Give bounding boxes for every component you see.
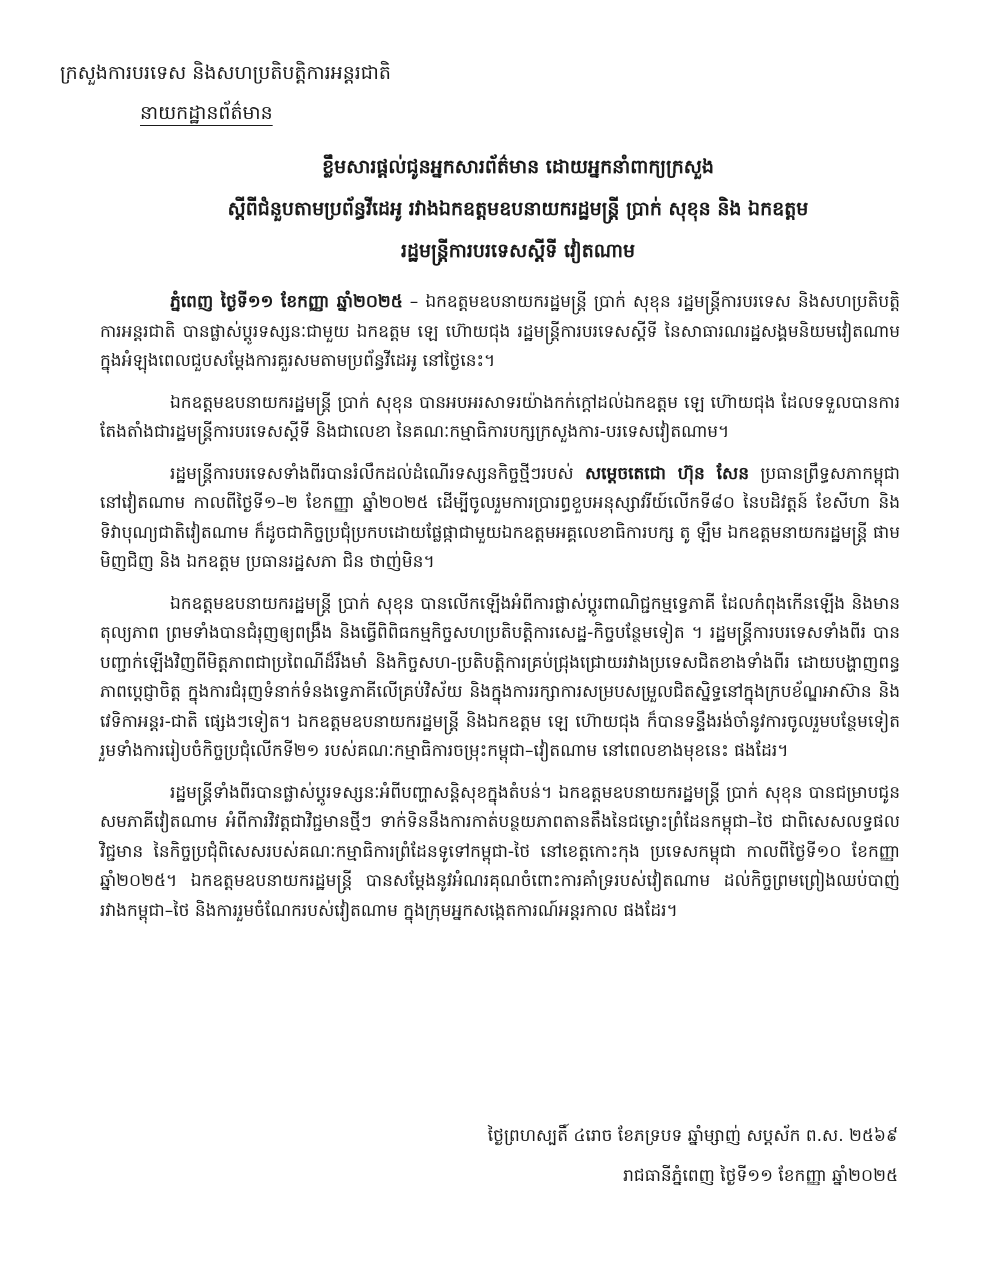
paragraph-3-bold-name: សម្តេចតេជោ ហ៊ុន សែន	[584, 463, 749, 484]
document-title	[140, 146, 896, 272]
paragraph-3-text-a: រដ្ឋមន្ត្រីការបរទេសទាំងពីរបានរំលឹកដល់ដំណើរទស្សនកិច្ចថ្មីៗរបស់	[170, 463, 585, 484]
paragraph-1-text: – ឯកឧត្តមឧបនាយករដ្ឋមន្ត្រី ប្រាក់ សុខុន រដ្ឋមន្ត្រីការបរទេស និងសហប្រតិបត្តិការអន្តរជាតិ បានផ្លាស់ប្តូរទស្សនៈជាមួយ ឯកឧត្តម ឡេ ហ៊ោយជុង រដ្ឋមន្ត្រីការបរទេសស្តីទី នៃសាធារណរដ្ឋសង្គមនិយមវៀតណាម ក្នុងអំឡុងពេលជួបសម្តែងការគួរសមតាមប្រព័ន្ធវីដេអូ នៅថ្ងៃនេះ។	[100, 292, 901, 371]
department-name: នាយកដ្ឋានព័ត៌មាន	[140, 102, 273, 124]
paragraph-3	[100, 460, 900, 578]
title-line-1: ខ្លឹមសារផ្តល់ជូនអ្នកសារព័ត៌មាន ដោយអ្នកនាំពាក្យក្រសួង	[322, 156, 714, 178]
ministry-name: ក្រសួងការបរទេស និងសហប្រតិបត្តិការអន្តរជាតិ	[60, 62, 391, 84]
document-footer	[488, 1116, 898, 1196]
paragraph-1	[100, 288, 900, 377]
paragraph-4: ឯកឧត្តមឧបនាយករដ្ឋមន្ត្រី ប្រាក់ សុខុន បានលើកឡើងអំពីការផ្លាស់ប្តូរពាណិជ្ជកម្មទ្វេភាគី ដែលកំពុងកើនឡើង និងមានតុល្យភាព ព្រមទាំងបានជំរុញឲ្យពង្រឹង និងធ្វើពិពិធកម្មកិច្ចសហប្រតិបត្តិការសេដ្ឋ-កិច្ចបន្ថែមទៀត ។ រដ្ឋមន្ត្រីការបរទេសទាំងពីរ បានបញ្ជាក់ឡើងវិញពីមិត្តភាពជាប្រពៃណីដ៏រឹងមាំ និងកិច្ចសហ-ប្រតិបត្តិការគ្រប់ជ្រុងជ្រោយរវាងប្រទេសជិតខាងទាំងពីរ ដោយបង្ហាញពន្ធភាពប្តេជ្ញាចិត្ត ក្នុងការជំរុញទំនាក់ទំនងទ្វេភាគីលើគ្រប់វិស័យ និងក្នុងការរក្សាការសម្របសម្រួលជិតស្និទ្ធនៅក្នុងក្របខ័ណ្ឌអាស៊ាន និងវេទិកាអន្តរ-ជាតិ ផ្សេងៗទៀត។ ឯកឧត្តមឧបនាយករដ្ឋមន្ត្រី និងឯកឧត្តម ឡេ ហ៊ោយជុង ក៏បានទន្ទឹងរង់ចាំនូវការចូលរួមបន្ថែមទៀត រួមទាំងការរៀបចំកិច្ចប្រជុំលើកទី២១ របស់គណៈកម្មាធិការចម្រុះកម្ពុជា–វៀតណាម នៅពេលខាងមុខនេះ ផងដែរ។	[100, 593, 900, 761]
paragraph-3-text-b: ប្រធានព្រឹទ្ធសភាកម្ពុជា នៅវៀតណាម កាលពីថ្ងៃទី១–២ ខែកញ្ញា ឆ្នាំ២០២៥ ដើម្បីចូលរួមការប្រារព្ធខួបអនុស្សាវរីយ៍លើកទី៨០ នៃបដិវត្តន៍ ខែសីហា និងទិវាបុណ្យជាតិវៀតណាម ក៏ដូចជាកិច្ចប្រជុំប្រកបដោយផ្លែផ្កាជាមួយឯកឧត្តមអគ្គលេខាធិការបក្ស តូ ឡឹម ឯកឧត្តមនាយករដ្ឋមន្ត្រី ផាម មិញជិញ និង ឯកឧត្តម ប្រធានរដ្ឋសភា ជិន ថាញ់មិន។	[100, 463, 900, 572]
lunar-date: ថ្ងៃព្រហស្បតិ៍ ៤រោច ខែភទ្របទ ឆ្នាំម្សាញ់ សប្តស័ក ព.ស. ២៥៦៩	[487, 1126, 898, 1146]
place-date: រាជធានីភ្នំពេញ ថ្ងៃទី១១ ខែកញ្ញា ឆ្នាំ២០២៥	[623, 1166, 898, 1186]
dateline: ភ្នំពេញ ថ្ងៃទី១១ ខែកញ្ញា ឆ្នាំ២០២៥	[170, 292, 403, 312]
title-line-3: រដ្ឋមន្ត្រីការបរទេសស្តីទី វៀតណាម	[400, 240, 636, 262]
document-body	[100, 288, 900, 938]
title-line-2: ស្តីពីជំនួបតាមប្រព័ន្ធវីដេអូ រវាងឯកឧត្តមឧបនាយករដ្ឋមន្ត្រី ប្រាក់ សុខុន និង ឯកឧត្តម	[227, 198, 809, 220]
paragraph-2: ឯកឧត្តមឧបនាយករដ្ឋមន្ត្រី ប្រាក់ សុខុន បានអបអរសាទរយ៉ាងកក់ក្តៅដល់ឯកឧត្តម ឡេ ហ៊ោយជុង ដែលទទួលបានការតែងតាំងជារដ្ឋមន្ត្រីការបរទេសស្តីទី និងជាលេខា នៃគណៈកម្មាធិការបក្សក្រសួងការ-បរទេសវៀតណាម។	[100, 392, 900, 442]
paragraph-5: រដ្ឋមន្ត្រីទាំងពីរបានផ្លាស់ប្តូរទស្សនៈអំពីបញ្ហាសន្តិសុខក្នុងតំបន់។ ឯកឧត្តមឧបនាយករដ្ឋមន្ត្រី ប្រាក់ សុខុន បានជម្រាបជូនសមភាគីវៀតណាម អំពីការវិវត្តជាវិជ្ជមានថ្មីៗ ទាក់ទិននឹងការកាត់បន្ថយភាពតានតឹងនៃជម្លោះព្រំដែនកម្ពុជា–ថៃ ជាពិសេសលទ្ធផលវិជ្ជមាន នៃកិច្ចប្រជុំពិសេសរបស់គណៈកម្មាធិការព្រំដែនទូទៅកម្ពុជា-ថៃ នៅខេត្តកោះកុង ប្រទេសកម្ពុជា កាលពីថ្ងៃទី១០ ខែកញ្ញា ឆ្នាំ២០២៥។ ឯកឧត្តមឧបនាយករដ្ឋមន្ត្រី បានសម្តែងនូវអំណរគុណចំពោះការគាំទ្ររបស់វៀតណាម ដល់កិច្ចព្រមព្រៀងឈប់បាញ់រវាងកម្ពុជា–ថៃ និងការរួមចំណែករបស់វៀតណាម ក្នុងក្រុមអ្នកសង្កេតការណ៍អន្តរកាល ផងដែរ។	[100, 782, 900, 921]
